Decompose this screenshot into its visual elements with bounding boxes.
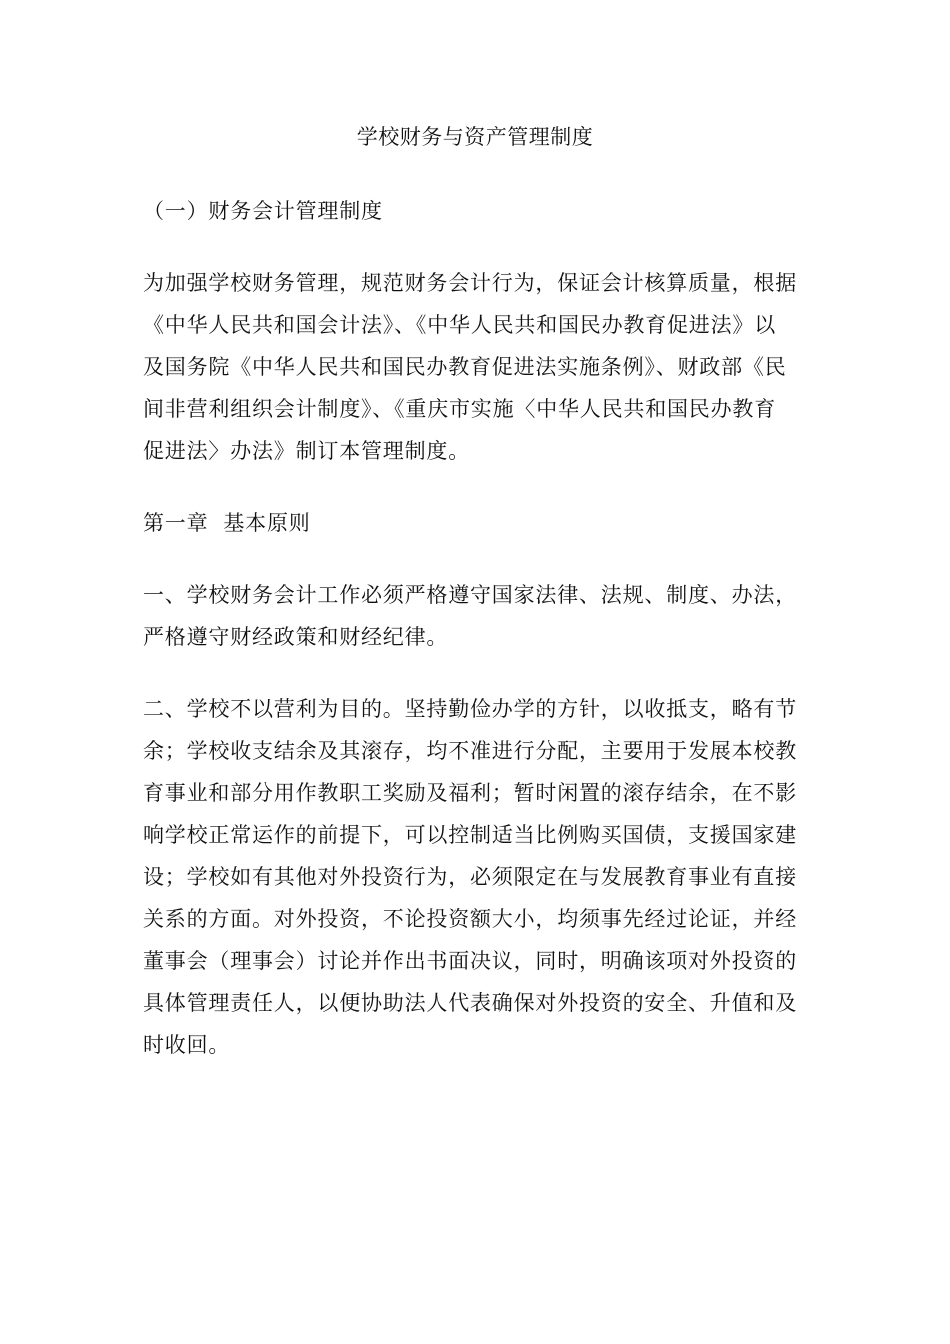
paragraph-line: 间非营利组织会计制度》、《重庆市实施〈中华人民共和国民办教育 — [143, 397, 776, 421]
paragraph-line: 关系的方面。对外投资，不论投资额大小，均须事先经过论证，并经 — [143, 907, 797, 931]
clause-2-paragraph — [143, 688, 807, 1066]
section-heading: （一）财务会计管理制度 — [143, 199, 383, 223]
paragraph-line: 严格遵守财经政策和财经纪律。 — [143, 625, 449, 649]
chapter-heading-block — [143, 502, 807, 544]
intro-paragraph — [143, 262, 807, 472]
paragraph-line: 设；学校如有其他对外投资行为，必须限定在与发展教育事业有直接 — [143, 865, 797, 889]
document-title: 学校财务与资产管理制度 — [356, 125, 594, 149]
paragraph-line: 余；学校收支结余及其滚存，均不准进行分配，主要用于发展本校教 — [143, 739, 797, 763]
chapter-heading: 第一章 基本原则 — [143, 511, 311, 535]
paragraph-line: 育事业和部分用作教职工奖励及福利；暂时闲置的滚存结余，在不影 — [143, 781, 797, 805]
paragraph-line: 董事会（理事会）讨论并作出书面决议，同时，明确该项对外投资的 — [143, 949, 797, 973]
document-body — [143, 190, 807, 1096]
section-heading-block — [143, 190, 807, 232]
paragraph-line: 《中华人民共和国会计法》、《中华人民共和国民办教育促进法》以 — [143, 313, 776, 337]
paragraph-line: 及国务院《中华人民共和国民办教育促进法实施条例》、财政部《民 — [143, 355, 787, 379]
paragraph-line: 促进法〉办法》制订本管理制度。 — [143, 439, 470, 463]
paragraph-line: 具体管理责任人，以便协助法人代表确保对外投资的安全、升值和及 — [143, 991, 797, 1015]
clause-1-paragraph — [143, 574, 807, 658]
paragraph-line: 一、学校财务会计工作必须严格遵守国家法律、法规、制度、办法， — [143, 583, 797, 607]
paragraph-line: 为加强学校财务管理，规范财务会计行为，保证会计核算质量，根据 — [143, 271, 797, 295]
paragraph-line: 响学校正常运作的前提下，可以控制适当比例购买国债，支援国家建 — [143, 823, 797, 847]
paragraph-line: 二、学校不以营利为目的。坚持勤俭办学的方针，以收抵支，略有节 — [143, 697, 797, 721]
paragraph-line: 时收回。 — [143, 1033, 231, 1057]
